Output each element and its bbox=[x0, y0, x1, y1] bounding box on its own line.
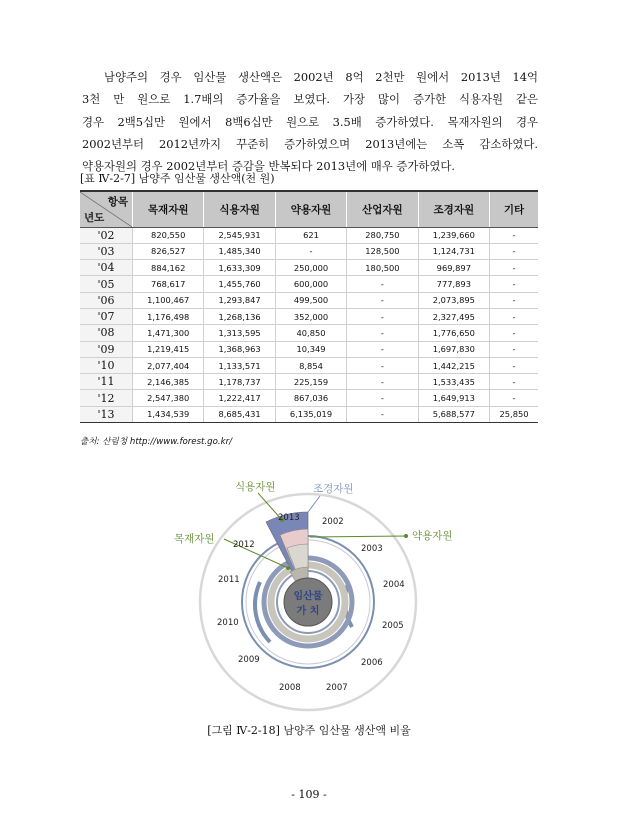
value-cell: 225,159 bbox=[275, 374, 346, 390]
value-cell: 1,313,595 bbox=[204, 325, 275, 341]
column-header: 약용자원 bbox=[275, 191, 346, 227]
year-label: 2007 bbox=[326, 683, 348, 693]
value-cell: 1,239,660 bbox=[418, 227, 489, 243]
value-cell: - bbox=[490, 292, 538, 308]
value-cell: - bbox=[347, 292, 418, 308]
value-cell: - bbox=[347, 374, 418, 390]
table-row bbox=[80, 308, 538, 324]
value-cell: - bbox=[347, 308, 418, 324]
value-cell: 25,850 bbox=[490, 406, 538, 422]
value-cell: 1,100,467 bbox=[133, 292, 204, 308]
column-header: 목재자원 bbox=[133, 191, 204, 227]
column-header: 산업자원 bbox=[347, 191, 418, 227]
value-cell: - bbox=[347, 406, 418, 422]
corner-year-label: 년도 bbox=[84, 211, 105, 224]
year-cell: '02 bbox=[80, 227, 133, 243]
value-cell: - bbox=[490, 390, 538, 406]
paragraph-line: 경우 2백5십만 원에서 8백6십만 원으로 3.5배 증가하였다. 목재자원의 경우 bbox=[82, 114, 538, 129]
year-cell: '07 bbox=[80, 308, 133, 324]
year-label: 2004 bbox=[383, 580, 405, 590]
figure-caption: [그림 Ⅳ-2-18] 남양주 임산물 생산액 비율 bbox=[207, 724, 411, 737]
corner-item-label: 항목 bbox=[107, 196, 128, 208]
value-cell: 1,533,435 bbox=[418, 374, 489, 390]
value-cell: 826,527 bbox=[133, 243, 204, 259]
leader-wood-dot bbox=[286, 566, 290, 570]
page-number: - 109 - bbox=[291, 788, 327, 801]
value-cell: - bbox=[490, 325, 538, 341]
table-corner-header bbox=[80, 191, 133, 227]
value-cell: 777,893 bbox=[418, 276, 489, 292]
year-label: 2011 bbox=[218, 575, 240, 585]
value-cell: 1,776,650 bbox=[418, 325, 489, 341]
table-row bbox=[80, 243, 538, 259]
value-cell: 884,162 bbox=[133, 260, 204, 276]
value-cell: - bbox=[347, 341, 418, 357]
year-cell: '05 bbox=[80, 276, 133, 292]
value-cell: - bbox=[347, 276, 418, 292]
value-cell: - bbox=[347, 325, 418, 341]
year-cell: '09 bbox=[80, 341, 133, 357]
paragraph-line: 2002년부터 2012년까지 꾸준히 증가하였으며 2013년에는 소폭 감소하였다. bbox=[82, 136, 538, 151]
paragraph-line: 3천 만 원으로 1.7배의 증가율을 보였다. 가장 많이 증가한 식용자원 같은 bbox=[82, 92, 538, 107]
table-row bbox=[80, 325, 538, 341]
table-row bbox=[80, 406, 538, 422]
year-label: 2006 bbox=[361, 658, 383, 668]
label-landscape: 조경자원 bbox=[313, 483, 354, 495]
value-cell: 969,897 bbox=[418, 260, 489, 276]
value-cell: 1,178,737 bbox=[204, 374, 275, 390]
year-cell: '12 bbox=[80, 390, 133, 406]
label-wood: 목재자원 bbox=[174, 533, 215, 545]
value-cell: - bbox=[490, 357, 538, 373]
label-medicinal: 약용자원 bbox=[412, 530, 453, 542]
value-cell: 1,455,760 bbox=[204, 276, 275, 292]
value-cell: 1,442,215 bbox=[418, 357, 489, 373]
column-header: 조경자원 bbox=[418, 191, 489, 227]
value-cell: - bbox=[347, 357, 418, 373]
year-cell: '08 bbox=[80, 325, 133, 341]
value-cell: 280,750 bbox=[347, 227, 418, 243]
value-cell: 600,000 bbox=[275, 276, 346, 292]
year-cell: '04 bbox=[80, 260, 133, 276]
value-cell: 1,222,417 bbox=[204, 390, 275, 406]
value-cell: 5,688,577 bbox=[418, 406, 489, 422]
value-cell: 1,133,571 bbox=[204, 357, 275, 373]
body-paragraph bbox=[82, 66, 538, 177]
leader-landscape bbox=[308, 496, 320, 512]
table-row bbox=[80, 260, 538, 276]
value-cell: 1,471,300 bbox=[133, 325, 204, 341]
value-cell: 768,617 bbox=[133, 276, 204, 292]
table-row bbox=[80, 341, 538, 357]
label-edible: 식용자원 bbox=[235, 481, 276, 493]
production-ratio-figure bbox=[174, 472, 453, 712]
year-cell: '11 bbox=[80, 374, 133, 390]
value-cell: - bbox=[275, 243, 346, 259]
center-label-line1: 임산물 bbox=[293, 591, 323, 602]
value-cell: 352,000 bbox=[275, 308, 346, 324]
value-cell: 1,219,415 bbox=[133, 341, 204, 357]
value-cell: 1,176,498 bbox=[133, 308, 204, 324]
value-cell: 2,327,495 bbox=[418, 308, 489, 324]
table-row bbox=[80, 374, 538, 390]
value-cell: - bbox=[490, 243, 538, 259]
value-cell: 2,073,895 bbox=[418, 292, 489, 308]
value-cell: 250,000 bbox=[275, 260, 346, 276]
year-label: 2010 bbox=[217, 618, 239, 628]
center-label-line2: 가 치 bbox=[296, 606, 320, 617]
value-cell: 128,500 bbox=[347, 243, 418, 259]
column-header: 식용자원 bbox=[204, 191, 275, 227]
value-cell: - bbox=[490, 341, 538, 357]
year-label: 2012 bbox=[233, 540, 255, 550]
leader-medicinal-dot bbox=[404, 534, 408, 538]
table-row bbox=[80, 276, 538, 292]
value-cell: 2,545,931 bbox=[204, 227, 275, 243]
value-cell: 820,550 bbox=[133, 227, 204, 243]
value-cell: 621 bbox=[275, 227, 346, 243]
table-row bbox=[80, 357, 538, 373]
year-cell: '06 bbox=[80, 292, 133, 308]
value-cell: 1,124,731 bbox=[418, 243, 489, 259]
value-cell: 499,500 bbox=[275, 292, 346, 308]
paragraph-line: 남양주의 경우 임산물 생산액은 2002년 8억 2천만 원에서 2013년 14억 bbox=[104, 70, 538, 84]
production-table bbox=[80, 190, 538, 423]
year-label: 2009 bbox=[238, 655, 260, 665]
year-cell: '13 bbox=[80, 406, 133, 422]
value-cell: 1,649,913 bbox=[418, 390, 489, 406]
value-cell: 8,685,431 bbox=[204, 406, 275, 422]
value-cell: - bbox=[490, 374, 538, 390]
value-cell: - bbox=[490, 276, 538, 292]
value-cell: - bbox=[490, 227, 538, 243]
year-cell: '03 bbox=[80, 243, 133, 259]
table-body bbox=[80, 227, 538, 423]
value-cell: 1,434,539 bbox=[133, 406, 204, 422]
table-caption: [표 Ⅳ-2-7] 남양주 임산물 생산액(천 원) bbox=[80, 172, 275, 185]
table-row bbox=[80, 292, 538, 308]
table-row bbox=[80, 390, 538, 406]
table-header-row bbox=[80, 191, 538, 227]
year-cell: '10 bbox=[80, 357, 133, 373]
value-cell: - bbox=[490, 308, 538, 324]
value-cell: 1,268,136 bbox=[204, 308, 275, 324]
value-cell: 10,349 bbox=[275, 341, 346, 357]
value-cell: 2,547,380 bbox=[133, 390, 204, 406]
paragraph-line: 약용자원의 경우 2002년부터 증감을 반복되다 2013년에 매우 증가하였다. bbox=[82, 159, 456, 174]
value-cell: 1,293,847 bbox=[204, 292, 275, 308]
value-cell: 180,500 bbox=[347, 260, 418, 276]
value-cell: - bbox=[347, 390, 418, 406]
value-cell: 6,135,019 bbox=[275, 406, 346, 422]
year-label: 2003 bbox=[361, 544, 383, 554]
value-cell: 1,368,963 bbox=[204, 341, 275, 357]
value-cell: 1,485,340 bbox=[204, 243, 275, 259]
table-row bbox=[80, 227, 538, 243]
source-note: 출처: 산림청 http://www.forest.go.kr/ bbox=[80, 437, 232, 447]
value-cell: 2,146,385 bbox=[133, 374, 204, 390]
year-label: 2002 bbox=[322, 517, 344, 527]
value-cell: 2,077,404 bbox=[133, 357, 204, 373]
year-label: 2013 bbox=[278, 513, 300, 523]
value-cell: 867,036 bbox=[275, 390, 346, 406]
year-label: 2008 bbox=[279, 683, 301, 693]
value-cell: 40,850 bbox=[275, 325, 346, 341]
value-cell: 1,633,309 bbox=[204, 260, 275, 276]
value-cell: - bbox=[490, 260, 538, 276]
column-header: 기타 bbox=[490, 191, 538, 227]
value-cell: 8,854 bbox=[275, 357, 346, 373]
center-circle bbox=[284, 578, 332, 626]
year-label: 2005 bbox=[382, 621, 404, 631]
value-cell: 1,697,830 bbox=[418, 341, 489, 357]
